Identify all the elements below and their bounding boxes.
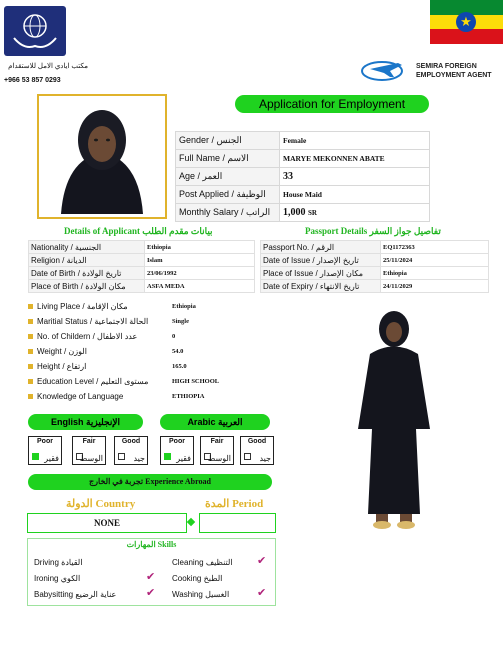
level-label: Good <box>121 438 141 445</box>
english-level-poor[interactable] <box>28 436 62 465</box>
issue-date-label: Date of Issue / تاريخ الإصدار <box>261 254 381 267</box>
passport-section-title: Passport Details تفاصيل جواز السفر <box>305 226 441 236</box>
level-label: Poor <box>37 438 53 445</box>
table-row <box>176 150 430 168</box>
level-label-ar: جيد <box>133 454 145 463</box>
experience-abroad-pill: تجربة في الخارج Experience Abroad <box>28 474 272 490</box>
table-row <box>261 254 489 267</box>
religion-label: Religion / الديانة <box>29 254 145 267</box>
skill-cleaning: Cleaning التنظيف <box>172 558 233 567</box>
education-value: HIGH SCHOOL <box>172 378 220 385</box>
english-poor-checkbox[interactable] <box>32 453 39 460</box>
applicant-table <box>28 240 255 293</box>
bullet-icon <box>28 364 33 369</box>
skill-babysitting: Babysitting عناية الرضيع <box>34 590 117 599</box>
level-label-ar: الوسط <box>79 454 103 463</box>
language-knowledge-label: Knowledge of Language <box>37 392 124 401</box>
bullet-icon <box>28 304 33 309</box>
arabic-level-fair[interactable] <box>200 436 234 465</box>
marital-status-value: Single <box>172 318 189 325</box>
gender-value: Female <box>280 132 430 150</box>
pob-label: Place of Birth / مكان الولادة <box>29 280 145 293</box>
main-info-table <box>175 131 430 222</box>
issue-place-value: Ethiopia <box>381 267 489 280</box>
salary-value <box>280 204 430 222</box>
applicant-full-photo <box>312 299 477 537</box>
table-row <box>176 132 430 150</box>
height-label: Height / ارتفاع <box>37 362 87 371</box>
table-row <box>29 254 255 267</box>
salary-unit: SR <box>308 209 317 217</box>
period-heading: المدة Period <box>205 498 264 510</box>
skill-ironing: Ironing الكوي <box>34 574 81 583</box>
checkmark-icon: ✔ <box>257 555 267 567</box>
agent-name-line2: EMPLOYMENT AGENT <box>416 72 492 79</box>
dob-label: Date of Birth / تاريخ الولادة <box>29 267 145 280</box>
bullet-icon <box>28 379 33 384</box>
religion-value: Islam <box>145 254 255 267</box>
list-item <box>28 315 148 328</box>
checkmark-icon: ✔ <box>146 587 156 599</box>
nationality-value: Ethiopia <box>145 241 255 254</box>
issue-date-value: 25/11/2024 <box>381 254 489 267</box>
weight-label: Weight / الوزن <box>37 347 87 356</box>
children-label: No. of Childern / عدد الاطفال <box>37 332 138 341</box>
bullet-icon <box>28 319 33 324</box>
post-applied-value: House Maid <box>280 186 430 204</box>
arabic-language-pill: Arabic العربية <box>160 414 270 430</box>
gender-label: Gender / الجنس <box>176 132 280 150</box>
level-label: Fair <box>82 438 96 445</box>
english-level-fair[interactable] <box>72 436 106 465</box>
weight-value: 54.0 <box>172 348 184 355</box>
level-label: Good <box>247 438 267 445</box>
diamond-separator-icon <box>187 518 195 526</box>
english-good-checkbox[interactable] <box>118 453 125 460</box>
bullet-icon <box>28 334 33 339</box>
country-heading: الدولة Country <box>66 498 136 510</box>
table-row <box>29 267 255 280</box>
bullet-icon <box>28 349 33 354</box>
list-item <box>28 360 86 373</box>
table-row <box>29 241 255 254</box>
skill-washing: Washing الغسيل <box>172 590 230 599</box>
table-row <box>261 241 489 254</box>
english-language-pill: English الإنجليزية <box>28 414 143 430</box>
full-name-label: Full Name / الاسم <box>176 150 280 168</box>
skill-cooking: Cooking الطبخ <box>172 574 223 583</box>
table-row <box>176 186 430 204</box>
age-label: Age / العمر <box>176 168 280 186</box>
table-row <box>261 267 489 280</box>
living-place-label: Living Place / مكان الإقامة <box>37 302 128 311</box>
agent-name-line1: SEMIRA FOREIGN <box>416 63 477 70</box>
agent-name <box>416 62 503 80</box>
page-title: Application for Employment <box>235 95 429 113</box>
salary-label: Monthly Salary / الراتب <box>176 204 280 222</box>
education-label: Education Level / مستوى التعليم <box>37 377 149 386</box>
passport-no-value: EQ1172363 <box>381 241 489 254</box>
expiry-date-label: Date of Expiry / تاريخ الانتهاء <box>261 280 381 293</box>
level-label-ar: جيد <box>259 454 271 463</box>
issue-place-label: Place of Issue / مكان الإصدار <box>261 267 381 280</box>
language-knowledge-value: ETHIOPIA <box>172 393 205 400</box>
table-row <box>261 280 489 293</box>
checkmark-icon: ✔ <box>146 571 156 583</box>
period-field <box>199 513 276 533</box>
post-applied-label: Post Applied / الوظيفة <box>176 186 280 204</box>
level-label: Poor <box>169 438 185 445</box>
age-value: 33 <box>280 168 430 186</box>
level-label: Fair <box>210 438 224 445</box>
pob-value: ASFA MEDA <box>145 280 255 293</box>
table-row <box>29 280 255 293</box>
marital-status-label: Maritial Status / الحالة الاجتماعية <box>37 317 149 326</box>
skill-driving: Driving القيادة <box>34 558 83 567</box>
list-item <box>28 330 137 343</box>
skills-title: المهارات Skills <box>126 540 177 549</box>
checkmark-icon: ✔ <box>257 587 267 599</box>
arabic-poor-checkbox[interactable] <box>164 453 171 460</box>
salary-amount: 1,000 <box>283 207 306 218</box>
agency-name: مكتب ايادي الامل للاستقدام <box>8 63 88 70</box>
level-label-ar: الوسط <box>207 454 231 463</box>
table-row <box>176 204 430 222</box>
nationality-label: Nationality / الجنسية <box>29 241 145 254</box>
arabic-level-good[interactable] <box>240 436 274 465</box>
arabic-good-checkbox[interactable] <box>244 453 251 460</box>
living-place-value: Ethiopia <box>172 303 196 310</box>
arabic-level-poor[interactable] <box>160 436 194 465</box>
applicant-portrait <box>41 100 163 214</box>
level-label-ar: فقير <box>44 454 59 463</box>
agency-logo <box>4 6 66 56</box>
passport-table <box>260 240 489 293</box>
list-item <box>28 300 128 313</box>
passport-no-label: Passport No. / الرقم <box>261 241 381 254</box>
list-item <box>28 390 123 403</box>
globe-hands-icon <box>4 6 66 56</box>
bullet-icon <box>28 394 33 399</box>
list-item <box>28 375 148 388</box>
ethiopia-flag-icon: ★ <box>430 0 503 44</box>
children-value: 0 <box>172 333 176 340</box>
english-level-good[interactable] <box>114 436 148 465</box>
full-name-value: MARYE MEKONNEN ABATE <box>280 150 430 168</box>
country-field: NONE <box>27 513 187 533</box>
table-row <box>176 168 430 186</box>
applicant-section-title: Details of Applicant بيانات مقدم الطلب <box>64 226 213 236</box>
level-label-ar: فقير <box>176 454 191 463</box>
airplane-logo-icon <box>360 55 408 85</box>
agency-phone: +966 53 857 0293 <box>4 77 61 84</box>
expiry-date-value: 24/11/2029 <box>381 280 489 293</box>
height-value: 165.0 <box>172 363 187 370</box>
dob-value: 23/06/1992 <box>145 267 255 280</box>
list-item <box>28 345 87 358</box>
